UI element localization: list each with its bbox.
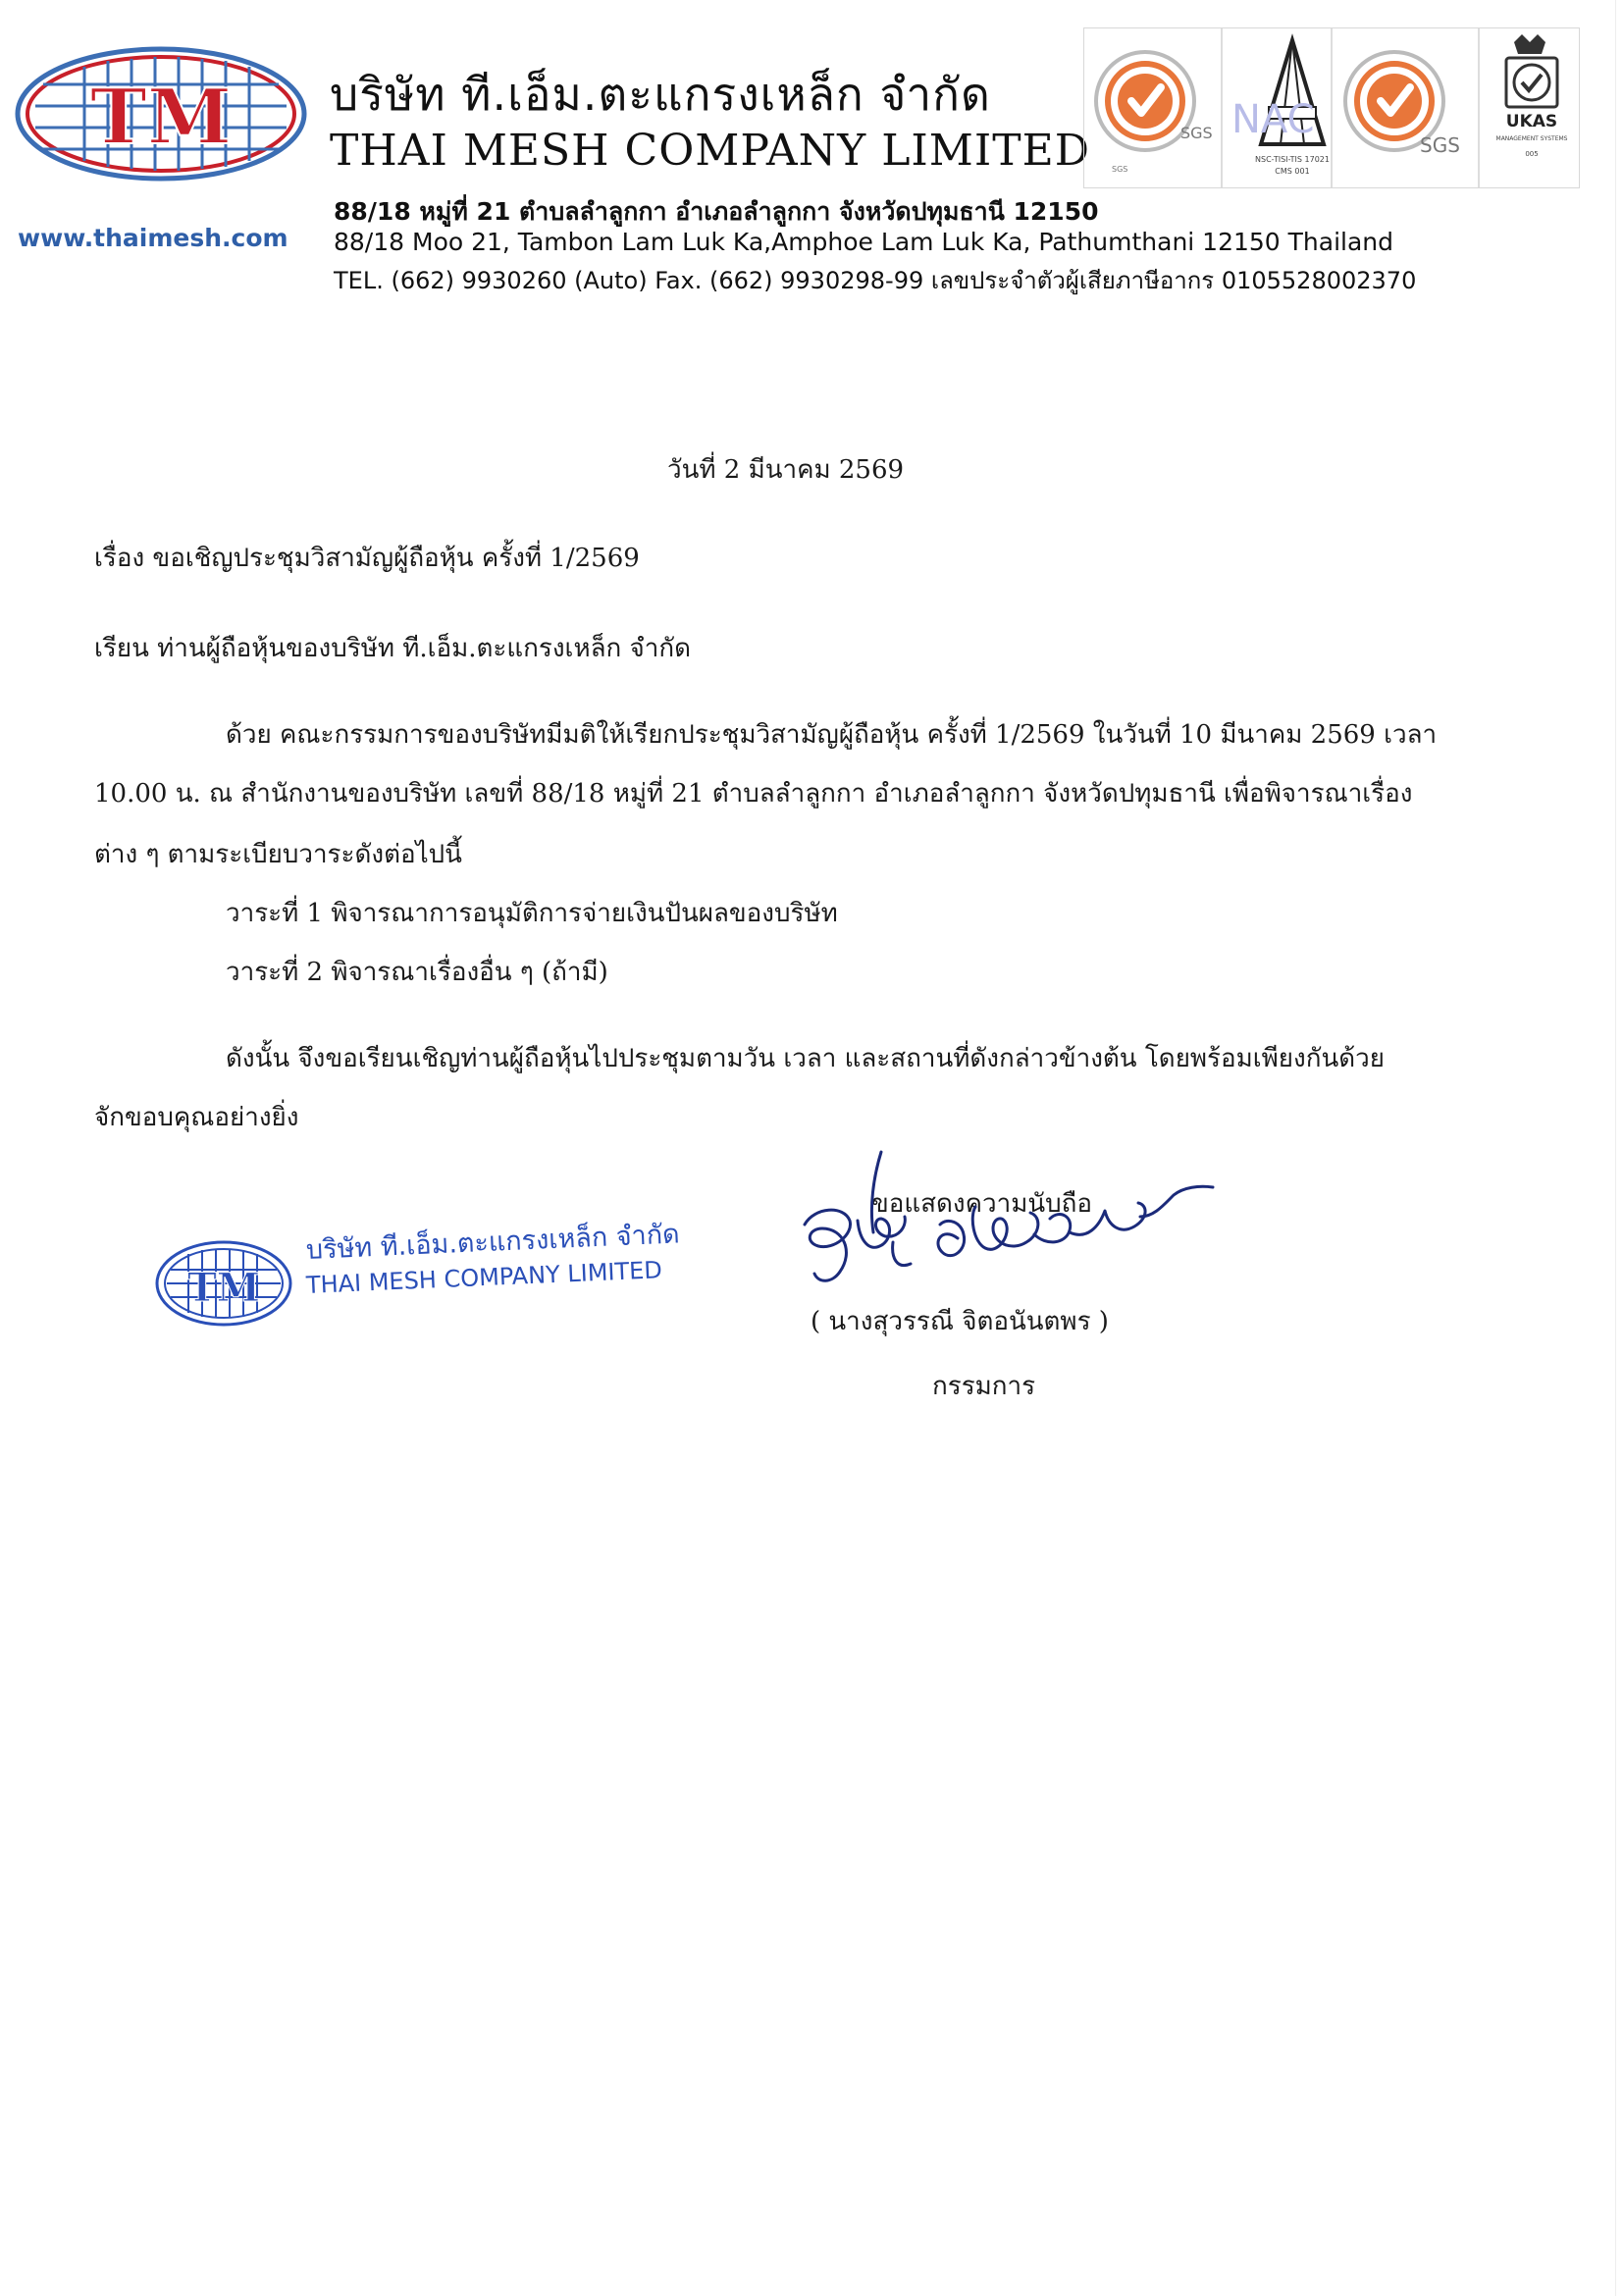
agenda-item-2: วาระที่ 2 พิจารณาเรื่องอื่น ๆ (ถ้ามี) <box>226 958 608 987</box>
signer-name: ( นางสุวรรณี จิตอนันตพร ) <box>811 1307 1109 1336</box>
svg-text:SGS: SGS <box>1112 165 1128 174</box>
agenda-item-1: วาระที่ 1 พิจารณาการอนุมัติการจ่ายเงินปันผลของบริษัท <box>226 899 838 928</box>
signature-icon <box>775 1148 1246 1315</box>
handwritten-signature <box>775 1148 1246 1315</box>
certification-badges <box>1083 27 1580 188</box>
letter-subject: เรื่อง ขอเชิญประชุมวิสามัญผู้ถือหุ้น ครั้งที่ 1/2569 <box>94 544 640 573</box>
letter-recipient: เรียน ท่านผู้ถือหุ้นของบริษัท ที.เอ็ม.ตะแกรงเหล็ก จำกัด <box>94 634 691 663</box>
svg-text:NAC: NAC <box>1231 97 1315 142</box>
company-logo <box>14 45 308 183</box>
company-name-thai: บริษัท ที.เอ็ม.ตะแกรงเหล็ก จำกัด <box>330 68 991 121</box>
letter-date: วันที่ 2 มีนาคม 2569 <box>667 455 905 485</box>
svg-text:CMS 001: CMS 001 <box>1275 167 1310 176</box>
signer-position: กรรมการ <box>932 1372 1036 1401</box>
svg-text:SGS: SGS <box>1420 133 1460 157</box>
closing-salutation: ขอแสดงความนับถือ <box>871 1189 1092 1219</box>
nac-thailand-tower-icon <box>1231 40 1330 176</box>
company-website: www.thaimesh.com <box>18 224 288 252</box>
paragraph-1-line-2: 10.00 น. ณ สำนักงานของบริษัท เลขที่ 88/18 หมู่ที่ 21 ตำบลลำลูกกา อำเภอลำลูกกา จังหวัดปทุมธานี เพื่อพิจารณาเรื่อง <box>94 779 1413 809</box>
thai-mesh-logo-icon <box>14 45 308 183</box>
svg-text:NSC-TISI-TIS 17021: NSC-TISI-TIS 17021 <box>1255 155 1330 164</box>
stamp-company-english: THAI MESH COMPANY LIMITED <box>305 1256 663 1299</box>
iso-14001-sgs-badge-icon <box>1345 52 1460 157</box>
page-edge-line <box>1615 0 1616 2296</box>
address-english: 88/18 Moo 21, Tambon Lam Luk Ka,Amphoe Lam Luk Ka, Pathumthani 12150 Thailand <box>334 228 1394 256</box>
svg-text:SGS: SGS <box>1180 124 1213 142</box>
company-name-english: THAI MESH COMPANY LIMITED <box>330 126 1090 176</box>
stamp-logo-icon <box>153 1225 300 1332</box>
paragraph-1-line-1: ด้วย คณะกรรมการของบริษัทมีมติให้เรียกประชุมวิสามัญผู้ถือหุ้น ครั้งที่ 1/2569 ในวันที่ 10 มีนาคม 2569 เวลา <box>226 720 1438 750</box>
stamp-company-thai: บริษัท ที.เอ็ม.ตะแกรงเหล็ก จำกัด <box>305 1219 681 1266</box>
svg-text:TM: TM <box>186 1265 261 1311</box>
svg-text:005: 005 <box>1525 150 1539 158</box>
contact-line: TEL. (662) 9930260 (Auto) Fax. (662) 9930298-99 เลขประจำตัวผู้เสียภาษีอากร 0105528002370 <box>334 267 1417 294</box>
logo-text: TM <box>89 73 233 162</box>
ukas-crown-icon <box>1496 34 1568 158</box>
paragraph-2-line-1: ดังนั้น จึงขอเรียนเชิญท่านผู้ถือหุ้นไปประชุมตามวัน เวลา และสถานที่ดังกล่าวข้างต้น โดยพร้อมเพียงกันด้วย <box>226 1044 1385 1073</box>
svg-text:MANAGEMENT SYSTEMS: MANAGEMENT SYSTEMS <box>1495 135 1568 142</box>
svg-text:UKAS: UKAS <box>1505 112 1558 131</box>
address-thai: 88/18 หมู่ที่ 21 ตำบลลำลูกกา อำเภอลำลูกกา จังหวัดปทุมธานี 12150 <box>334 197 1099 226</box>
iso-9001-sgs-badge-icon <box>1096 52 1213 174</box>
paragraph-2-line-2: จักขอบคุณอย่างยิ่ง <box>94 1103 299 1132</box>
paragraph-1-line-3: ต่าง ๆ ตามระเบียบวาระดังต่อไปนี้ <box>94 840 462 869</box>
